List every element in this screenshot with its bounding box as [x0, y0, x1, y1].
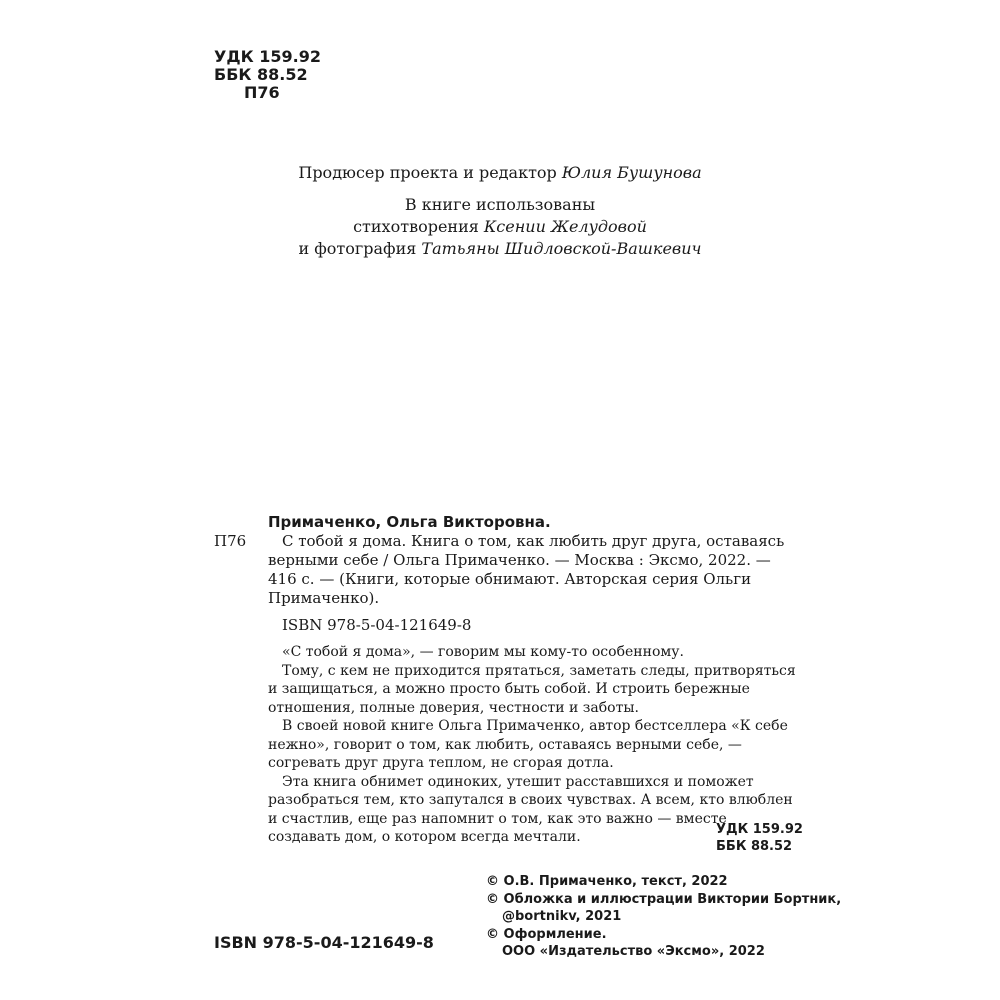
bbk-code: ББК 88.52 — [716, 839, 793, 854]
udk-code: УДК 159.92 — [214, 47, 321, 66]
author-heading: Примаченко, Ольга Викторовна. — [268, 513, 551, 531]
bibliography-mark: П76 — [214, 532, 247, 550]
annotation-paragraph: В своей новой книге Ольга Примаченко, автор бестселлера «К себе нежно», говорит о том, как любить, оставаясь верными себе, — согревать друг друга теплом, не сгорая дотла. — [268, 718, 788, 771]
annotation-paragraph: «С тобой я дома», — говорим мы кому-то особенному. — [282, 644, 684, 660]
copyright-cover-handle: @bortnikv, 2021 — [502, 909, 622, 924]
copyright-notices — [486, 873, 842, 961]
header-codes — [214, 48, 321, 102]
credits-block — [200, 162, 800, 260]
photo-author: Татьяны Шидловской-Вашкевич — [421, 239, 702, 258]
producer-prefix: Продюсер проекта и редактор — [298, 163, 562, 182]
bbk-code: ББК 88.52 — [214, 65, 308, 84]
classification-codes — [716, 821, 803, 855]
poems-line — [200, 216, 800, 238]
poems-prefix: стихотворения — [353, 217, 484, 236]
producer-name: Юлия Бушунова — [561, 163, 702, 182]
bibliographic-entry: С тобой я дома. Книга о том, как любить друг друга, оставаясь верными себе / Ольга Примаченко. — Москва : Эксмо, 2022. — 416 с. — (Книги, которые обнимают. Авторская серия Ольги Примаченко). — [268, 532, 785, 607]
annotation-paragraph: Эта книга обнимет одиноких, утешит расставшихся и поможет разобраться тем, кто запутался в своих чувствах. А всем, кто влюблен и счастлив, еще раз напомнит о том, как это важно — вместе создавать дом, о котором всегда мечтали. — [268, 773, 793, 845]
bibliographic-record — [268, 513, 798, 847]
copyright-publisher: ООО «Издательство «Эксмо», 2022 — [502, 944, 765, 959]
used-line: В книге использованы — [404, 195, 596, 214]
copyright-design: © Оформление. — [486, 926, 607, 942]
copyright-cover: © Обложка и иллюстрации Виктории Бортник, — [486, 891, 842, 907]
photo-line — [200, 238, 800, 260]
isbn-bottom: ISBN 978-5-04-121649-8 — [214, 933, 434, 952]
annotation — [268, 643, 798, 847]
copyright-text: © О.В. Примаченко, текст, 2022 — [486, 874, 728, 889]
poems-author: Ксении Желудовой — [483, 217, 647, 236]
annotation-paragraph: Тому, с кем не приходится прятаться, заметать следы, притворяться и защищаться, а можно просто быть собой. И строить бережные отношения, полные доверия, честности и заботы. — [268, 662, 796, 716]
photo-prefix: и фотография — [298, 239, 422, 258]
entry-isbn: ISBN 978-5-04-121649-8 — [282, 616, 472, 634]
producer-line — [200, 162, 800, 184]
author-mark: П76 — [244, 83, 280, 102]
udk-code: УДК 159.92 — [716, 822, 803, 837]
